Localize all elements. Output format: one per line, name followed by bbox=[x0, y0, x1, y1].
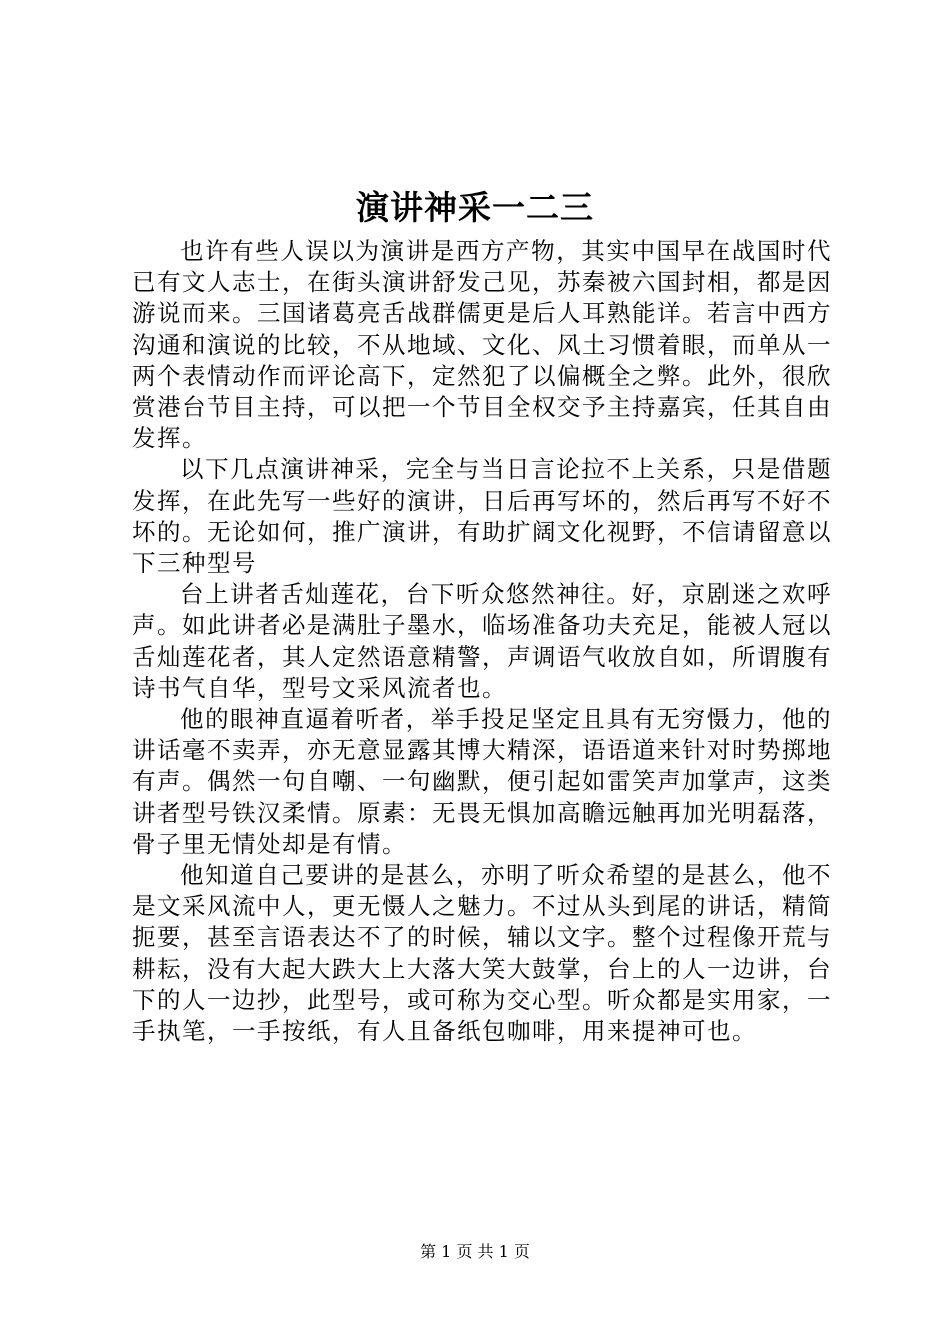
paragraph-4: 他的眼神直逼着听者，举手投足坚定且具有无穷慑力，他的讲话毫不卖弄，亦无意显露其博大精深，语语道来针对时势掷地有声。偶然一句自嘲、一句幽默，便引起如雷笑声加掌声，这类讲者型号铁汉柔情。原素：无畏无惧加高瞻远触再加光明磊落，骨子里无情处却是有情。 bbox=[132, 705, 832, 858]
paragraph-2: 以下几点演讲神采，完全与当日言论拉不上关系，只是借题发挥，在此先写一些好的演讲，日后再写坏的，然后再写不好不坏的。无论如何，推广演讲，有助扩阔文化视野，不信请留意以下三种型号 bbox=[132, 455, 832, 578]
paragraph-3: 台上讲者舌灿莲花，台下听众悠然神往。好，京剧迷之欢呼声。如此讲者必是满肚子墨水，临场准备功夫充足，能被人冠以舌灿莲花者，其人定然语意精警，声调语气收放自如，所谓腹有诗书气自华，型号文采风流者也。 bbox=[132, 580, 832, 702]
paragraph-5: 他知道自己要讲的是甚么，亦明了听众希望的是甚么，他不是文采风流中人，更无慑人之魅力。不过从头到尾的讲话，精简扼要，甚至言语表达不了的时候，辅以文字。整个过程像开荒与耕耘，没有大起大跌大上大落大笑大鼓掌，台上的人一边讲，台下的人一边抄，此型号，或可称为交心型。听众都是实用家，一手执笔，一手按纸，有人且备纸包咖啡，用来提神可也。 bbox=[132, 861, 832, 1046]
paragraph-1: 也许有些人误以为演讲是西方产物，其实中国早在战国时代已有文人志士，在街头演讲舒发己见，苏秦被六国封相，都是因游说而来。三国诸葛亮舌战群儒更是后人耳熟能详。若言中西方沟通和演说的比较，不从地域、文化、风土习惯着眼，而单从一两个表情动作而评论高下，定然犯了以偏概全之弊。此外，很欣赏港台节目主持，可以把一个节目全权交予主持嘉宾，任其自由发挥。 bbox=[132, 237, 832, 453]
document-body bbox=[132, 236, 832, 1047]
page-footer: 第 1 页 共 1 页 bbox=[420, 1242, 530, 1261]
document-title: 演讲神采一二三 bbox=[356, 188, 594, 227]
